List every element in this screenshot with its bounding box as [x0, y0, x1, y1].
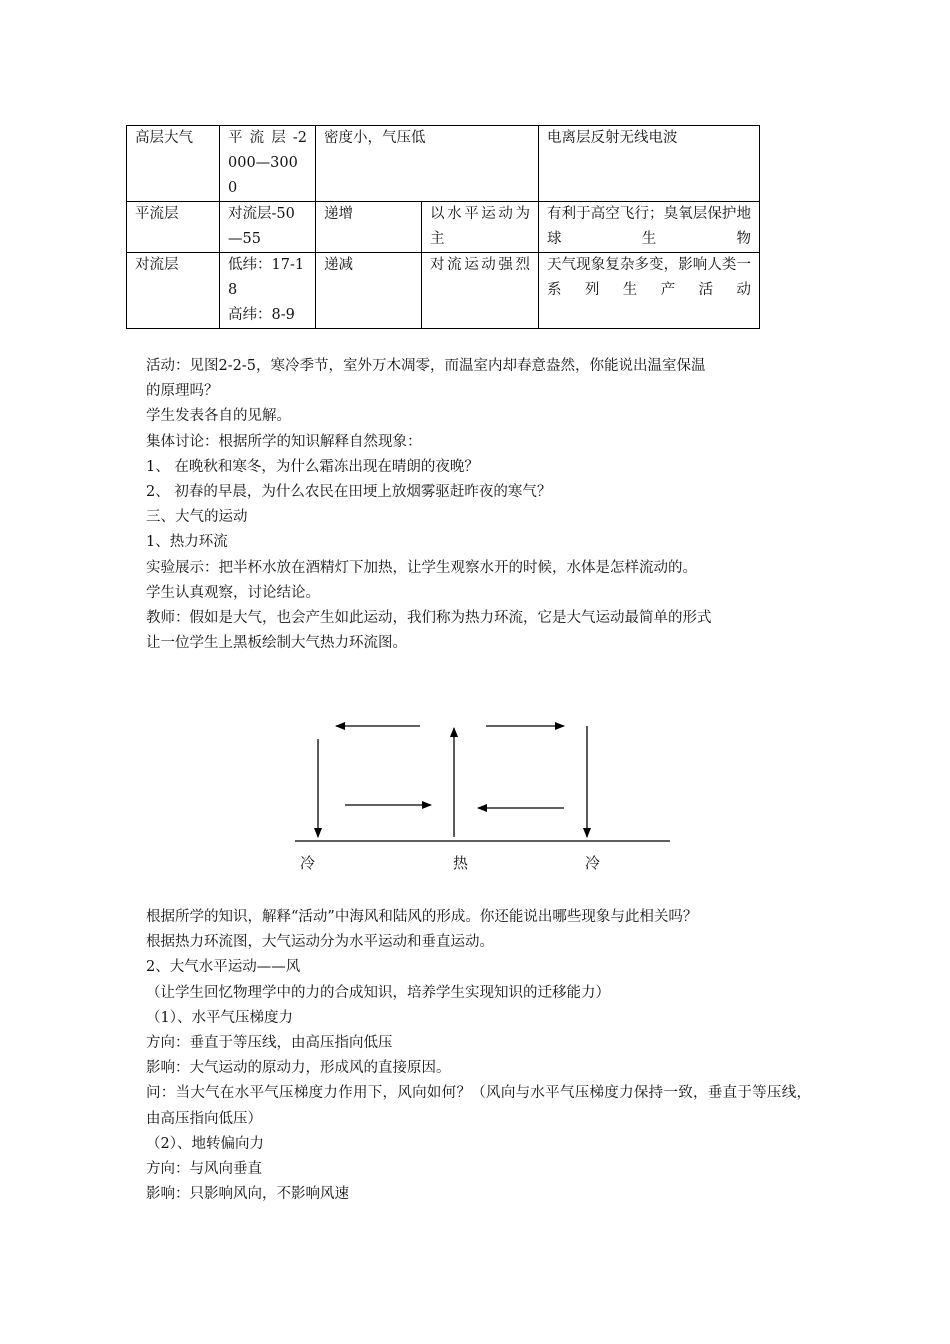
subsection-heading: （1）、水平气压梯度力 — [146, 1009, 293, 1026]
table-cell: 有利于高空飞行；臭氧层保护地球生物 — [539, 202, 760, 253]
table-cell-line: 高纬：8-9 — [228, 307, 295, 323]
atmosphere-layers-table — [126, 125, 760, 329]
question-2: 2、 初春的早晨，为什么农民在田埂上放烟雾驱赶昨夜的寒气？ — [146, 484, 552, 501]
table-cell-line: 低纬：17-18 — [228, 257, 305, 298]
table-cell: 平流层 — [127, 202, 220, 253]
table-cell: 对流层 — [127, 253, 220, 329]
table-row — [127, 202, 760, 253]
table-cell — [220, 253, 316, 329]
paragraph: 让一位学生上黑板绘制大气热力环流图。 — [146, 635, 407, 652]
paragraph: 教师：假如是大气，也会产生如此运动，我们称为热力环流，它是大气运动最简单的形式 — [146, 610, 712, 627]
text-block-wind — [146, 905, 811, 1207]
label-cold-left: 冷 — [300, 854, 316, 872]
table-cell: 高层大气 — [127, 126, 220, 202]
table-cell: 平 流 层 -2000—3000 — [220, 126, 316, 202]
paragraph: 的原理吗？ — [146, 383, 219, 400]
circulation-arrows — [290, 715, 680, 875]
paragraph: 影响：只影响风向，不影响风速 — [146, 1186, 349, 1203]
thermal-circulation-diagram — [290, 715, 680, 875]
table-cell: 电离层反射无线电波 — [539, 126, 760, 202]
text-block-activity — [146, 354, 811, 656]
paragraph: 方向：与风向垂直 — [146, 1161, 262, 1178]
table-cell: 递减 — [316, 253, 422, 329]
subsection-heading: 1、热力环流 — [146, 534, 228, 551]
table-cell: 对流层-50—55 — [220, 202, 316, 253]
paragraph: 学生认真观察，讨论结论。 — [146, 584, 320, 601]
table-cell: 以水平运动为主 — [422, 202, 539, 253]
table-cell: 天气现象复杂多变，影响人类一系列生产活动 — [539, 253, 760, 329]
paragraph: 问：当大气在水平气压梯度力作用下，风向如何？（风向与水平气压梯度力保持一致，垂直于等压线，由高压指向低压） — [146, 1085, 811, 1127]
paragraph: （让学生回忆物理学中的力的合成知识，培养学生实现知识的迁移能力） — [146, 984, 610, 1001]
table-cell: 递增 — [316, 202, 422, 253]
question-1: 1、 在晚秋和寒冬，为什么霜冻出现在晴朗的夜晚？ — [146, 458, 479, 475]
paragraph: 根据所学的知识，解释“活动”中海风和陆风的形成。你还能说出哪些现象与此相关吗？ — [146, 909, 698, 925]
paragraph: 活动：见图2-2-5，寒冷季节，室外万木凋零，而温室内却春意盎然，你能说出温室保温 — [146, 358, 706, 374]
table-row — [127, 126, 760, 202]
subsection-heading: 2、大气水平运动——风 — [146, 959, 301, 976]
table-cell: 对流运动强烈 — [422, 253, 539, 329]
section-heading: 三、大气的运动 — [146, 509, 248, 526]
paragraph: 根据热力环流图，大气运动分为水平运动和垂直运动。 — [146, 934, 494, 951]
paragraph: 学生发表各自的见解。 — [146, 408, 291, 425]
subsection-heading: （2）、地转偏向力 — [146, 1135, 264, 1152]
paragraph: 方向：垂直于等压线，由高压指向低压 — [146, 1035, 393, 1052]
paragraph: 实验展示：把半杯水放在酒精灯下加热，让学生观察水开的时候，水体是怎样流动的。 — [146, 559, 697, 576]
label-cold-right: 冷 — [585, 854, 601, 872]
table-row — [127, 253, 760, 329]
table-cell: 密度小，气压低 — [316, 126, 539, 202]
paragraph: 集体讨论：根据所学的知识解释自然现象： — [146, 433, 422, 450]
paragraph: 影响：大气运动的原动力，形成风的直接原因。 — [146, 1060, 451, 1077]
label-hot: 热 — [453, 854, 469, 872]
